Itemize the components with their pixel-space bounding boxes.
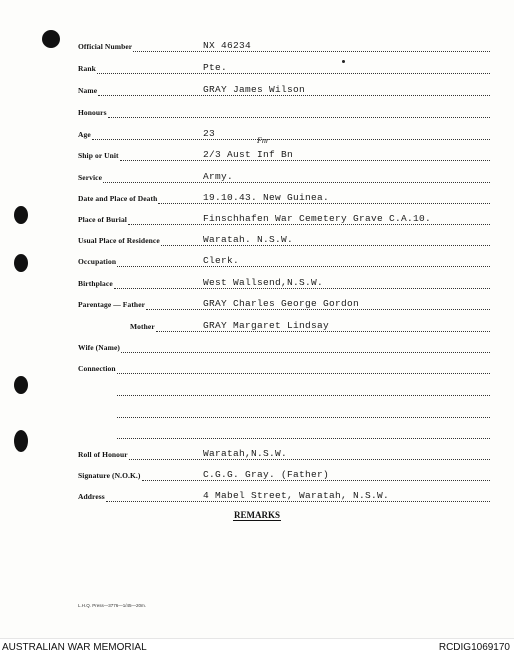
field-row	[78, 448, 490, 460]
punch-hole-icon	[14, 254, 28, 272]
field-value: GRAY Margaret Lindsay	[203, 320, 330, 331]
dotted-leader	[97, 73, 490, 74]
dotted-leader	[108, 117, 490, 118]
field-label: Date and Place of Death	[78, 194, 158, 203]
field-value: Pte.	[203, 62, 228, 73]
field-row	[78, 149, 490, 161]
dotted-leader	[161, 245, 490, 246]
punch-hole-icon	[14, 430, 28, 452]
field-row	[78, 40, 490, 52]
dotted-leader	[128, 224, 490, 225]
footer-institution: AUSTRALIAN WAR MEMORIAL	[2, 642, 147, 653]
field-label: Age	[78, 130, 91, 139]
dotted-leader	[121, 352, 490, 353]
remarks-heading: REMARKS	[233, 510, 280, 520]
dotted-leader	[117, 395, 490, 396]
dotted-leader	[129, 459, 490, 460]
field-value: 2/3 Aust Inf Bn	[203, 149, 294, 160]
field-row	[78, 406, 490, 418]
field-row	[78, 298, 490, 310]
field-row	[78, 384, 490, 396]
field-label: Birthplace	[78, 279, 113, 288]
dotted-leader	[117, 266, 490, 267]
field-label: Place of Burial	[78, 215, 127, 224]
field-label: Occupation	[78, 257, 117, 266]
printer-imprint: L.H.Q. Press—3776—1/45—20m.	[78, 603, 147, 608]
punch-hole-icon	[14, 206, 28, 224]
field-row	[78, 171, 490, 183]
dotted-leader	[92, 139, 490, 140]
field-row	[78, 341, 490, 353]
field-row	[78, 213, 490, 225]
field-row	[78, 255, 490, 267]
field-value: Waratah,N.S.W.	[203, 448, 288, 459]
dotted-leader	[117, 373, 490, 374]
punch-hole-icon	[14, 376, 28, 394]
punch-hole-icon	[42, 30, 60, 48]
field-label: Mother	[130, 322, 155, 331]
field-value: NX 46234	[203, 40, 252, 51]
dotted-leader	[158, 203, 490, 204]
field-value: Waratah. N.S.W.	[203, 234, 294, 245]
field-label: Name	[78, 86, 98, 95]
field-label: Usual Place of Residence	[78, 236, 160, 245]
dotted-leader	[156, 331, 490, 332]
field-label: Wife (Name)	[78, 343, 120, 352]
field-row	[78, 469, 490, 481]
field-row	[78, 490, 490, 502]
field-label: Roll of Honour	[78, 450, 128, 459]
dotted-leader	[114, 288, 490, 289]
dotted-leader	[146, 309, 490, 310]
field-label: Parentage — Father	[78, 300, 146, 309]
field-value: GRAY Charles George Gordon	[203, 298, 360, 309]
handwritten-note: Fnr	[257, 136, 269, 145]
dotted-leader	[142, 480, 491, 481]
field-value: Clerk.	[203, 255, 240, 266]
field-label: Connection	[78, 364, 116, 373]
field-label: Official Number	[78, 42, 133, 51]
footer-record-id: RCDIG1069170	[438, 642, 510, 653]
dotted-leader	[103, 182, 490, 183]
dotted-leader	[120, 160, 490, 161]
field-row	[78, 128, 490, 140]
field-value: Finschhafen War Cemetery Grave C.A.10.	[203, 213, 432, 224]
field-value: 23	[203, 128, 216, 139]
dotted-leader	[117, 417, 490, 418]
field-row	[78, 362, 490, 374]
archive-footer	[0, 638, 514, 655]
field-row	[78, 234, 490, 246]
field-label: Signature (N.O.K.)	[78, 471, 141, 480]
field-value: GRAY James Wilson	[203, 84, 306, 95]
dotted-leader	[133, 51, 490, 52]
field-row	[78, 62, 490, 74]
field-row	[78, 427, 490, 439]
dotted-leader	[106, 501, 490, 502]
field-row	[78, 84, 490, 96]
field-row	[78, 320, 490, 332]
field-value: Army.	[203, 171, 234, 182]
field-value: 4 Mabel Street, Waratah, N.S.W.	[203, 490, 390, 501]
field-label: Rank	[78, 64, 96, 73]
field-label: Address	[78, 492, 105, 501]
dotted-leader	[98, 95, 490, 96]
field-value: C.G.G. Gray. (Father)	[203, 469, 330, 480]
field-row	[78, 277, 490, 289]
field-label: Service	[78, 173, 103, 182]
dotted-leader	[117, 438, 490, 439]
field-row	[78, 106, 490, 118]
field-row	[78, 192, 490, 204]
field-label: Ship or Unit	[78, 151, 119, 160]
field-label: Honours	[78, 108, 107, 117]
field-value: 19.10.43. New Guinea.	[203, 192, 330, 203]
field-value: West Wallsend,N.S.W.	[203, 277, 324, 288]
